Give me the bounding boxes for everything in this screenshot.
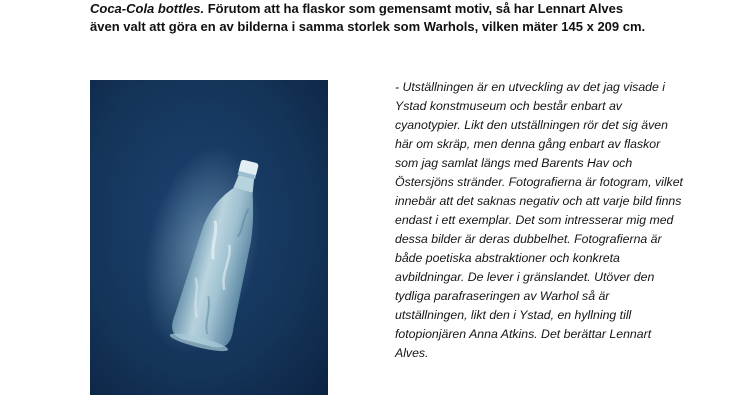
cyanotype-bottle-photo <box>90 80 328 395</box>
intro-title: Coca-Cola bottles. <box>90 1 205 16</box>
intro-text: Förutom att ha flaskor som gemensamt motiv, så har Lennart Alves även valt att göra en av bilderna i samma storlek som Warhols, vilken mäter 145 x 209 cm. <box>90 1 646 34</box>
bottle-image <box>90 80 328 395</box>
body-paragraph: - Utställningen är en utveckling av det jag visade i Ystad konstmuseum och består enbart av cyanotypier. Likt den utställningen rör det sig även här om skräp, men denna gång enbart av flaskor som jag samlat längs med Barents Hav och Östersjöns stränder. Fotografierna är fotogram, vilket innebär att det saknas negativ och att varje bild finns endast i ett exemplar. Det som intresserar mig med dessa bilder är deras dubbelhet. Fotografierna är både poetiska abstraktioner och konkreta avbildningar. De lever i gränslandet. Utöver den tydliga parafraseringen av Warhol så är utställningen, likt den i Ystad, en hyllning till fotopionjären Anna Atkins. Det berättar Lennart Alves. <box>395 80 683 360</box>
intro-paragraph <box>90 0 650 36</box>
body-text <box>395 78 685 363</box>
